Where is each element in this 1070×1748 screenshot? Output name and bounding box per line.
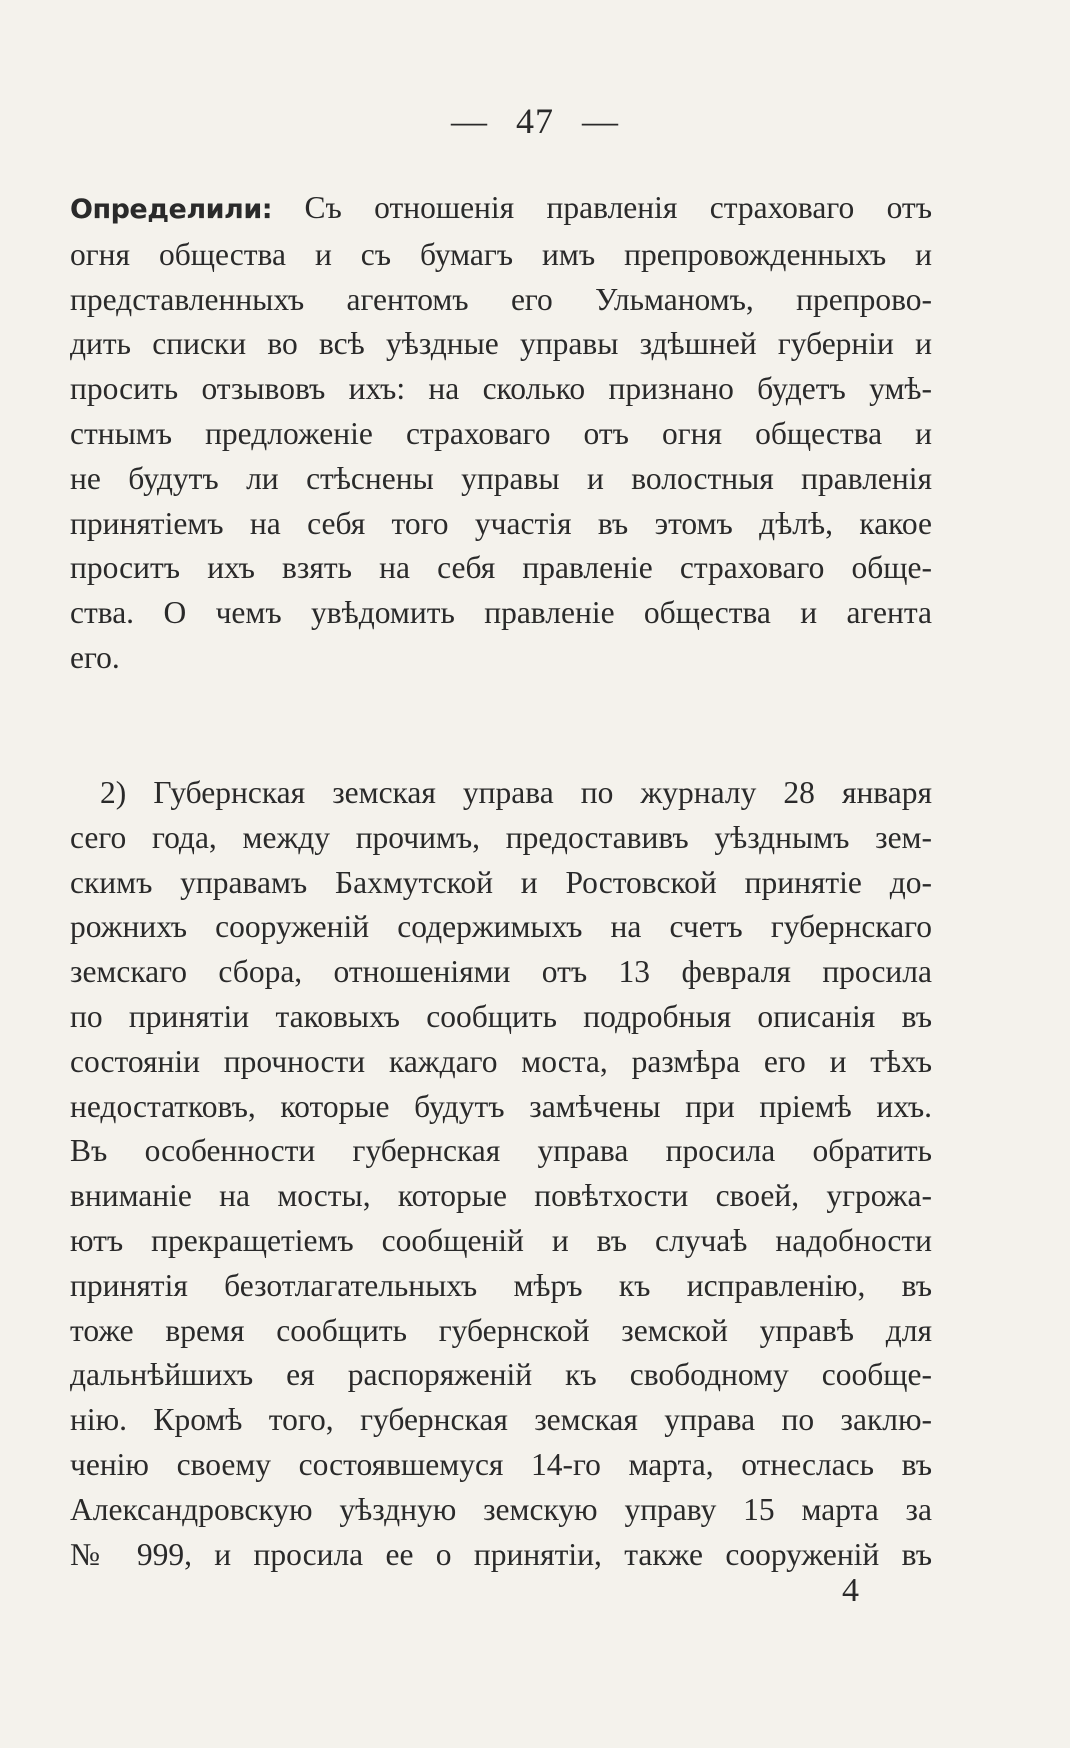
paragraph-line: представленныхъ агентомъ его Ульманомъ, препрово- [70, 281, 932, 317]
page-number-dash-right: — [582, 101, 619, 141]
paragraph-line: вниманіе на мосты, которые повѣтхости своей, угрожа- [70, 1178, 932, 1214]
paragraph-line: проситъ ихъ взять на себя правленіе страховаго обще- [70, 550, 932, 586]
paragraph-line: просить отзывовъ ихъ: на сколько признано будетъ умѣ- [70, 371, 932, 407]
page-number [0, 100, 1070, 142]
page-number-dash-left: — [451, 101, 488, 141]
paragraph-line: состояніи прочности каждаго моста, размѣра его и тѣхъ [70, 1043, 932, 1079]
paragraph-line: скимъ управамъ Бахмутской и Ростовской принятіе до- [70, 864, 932, 900]
paragraph-line: рожнихъ сооруженій содержимыхъ на счетъ губернскаго [70, 909, 932, 945]
paragraph-line: принятія безотлагательныхъ мѣръ къ исправленію, въ [70, 1267, 932, 1303]
paragraph-line: земскаго сбора, отношеніями отъ 13 февраля просила [70, 954, 932, 990]
paragraph-line: Въ особенности губернская управа просила обратить [70, 1133, 932, 1169]
paragraph-line: 2) Губернская земская управа по журналу 28 января [100, 775, 932, 810]
paragraph-line: Александровскую уѣздную земскую управу 15 марта за [70, 1491, 932, 1527]
paragraph-line: № 999, и просила ее о принятіи, также сооруженій въ [70, 1536, 932, 1572]
paragraph-line-text: Съ отношенія правленія страховаго отъ [304, 190, 932, 225]
paragraph-line: стнымъ предложеніе страховаго отъ огня общества и [70, 415, 932, 451]
paragraph-line: не будутъ ли стѣснены управы и волостныя правленія [70, 460, 932, 496]
paragraph-line: принятіемъ на себя того участія въ этомъ дѣлѣ, какое [70, 505, 932, 541]
page-number-value: 47 [516, 101, 554, 141]
paragraph-line: ютъ прекращетіемъ сообщеній и въ случаѣ надобности [70, 1222, 932, 1258]
paragraph-line: нію. Кромѣ того, губернская земская управа по заклю- [70, 1402, 932, 1438]
paragraph-line: недостатковъ, которые будутъ замѣчены при пріемѣ ихъ. [70, 1088, 932, 1124]
paragraph-line: тоже время сообщить губернской земской управѣ для [70, 1312, 932, 1348]
paragraph-line: его. [70, 639, 120, 675]
paragraph-line: ченію своему состоявшемуся 14-го марта, отнеслась въ [70, 1446, 932, 1482]
paragraph-line [70, 186, 932, 233]
paragraph-resolution [70, 186, 932, 681]
resolution-lead: Определили: [70, 194, 273, 225]
paragraph-line: сего года, между прочимъ, предоставивъ уѣзднымъ зем- [70, 819, 932, 855]
paragraph-item-2 [70, 771, 932, 1577]
paragraph-line: ства. О чемъ увѣдомить правленіе общества и агента [70, 595, 932, 631]
paragraph-line: огня общества и съ бумагъ имъ препровожденныхъ и [70, 236, 932, 272]
paragraph-line: дальнѣйшихъ ея распоряженій къ свободному сообще- [70, 1357, 932, 1393]
signature-mark: 4 [842, 1572, 859, 1609]
paragraph-line: по принятіи таковыхъ сообщить подробныя описанія въ [70, 998, 932, 1034]
paragraph-line: дить списки во всѣ уѣздные управы здѣшней губерніи и [70, 326, 932, 362]
